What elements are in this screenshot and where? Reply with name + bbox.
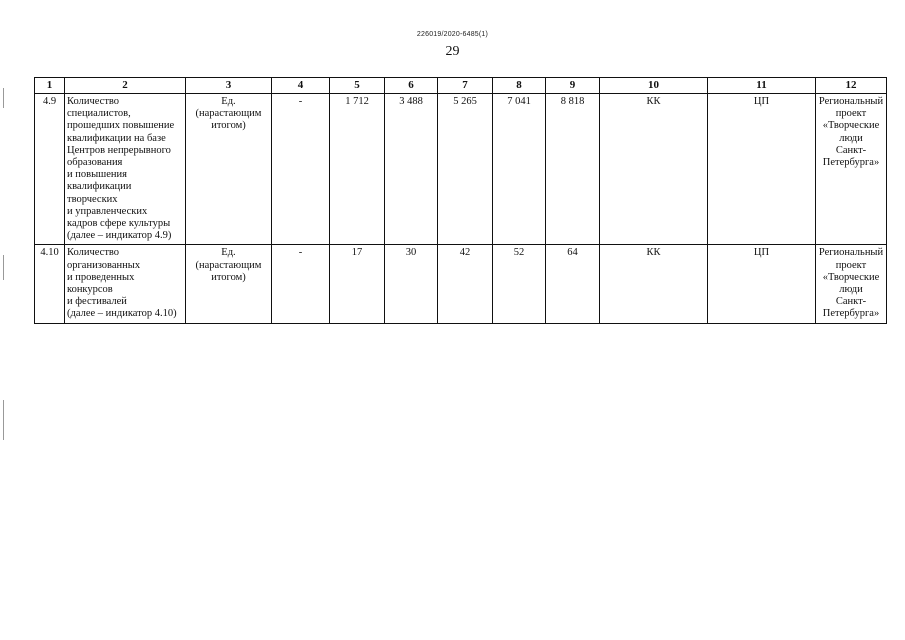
indicators-table	[34, 77, 887, 324]
value-cell: 30	[385, 245, 438, 323]
value-cell: -	[272, 245, 330, 323]
column-header: 2	[65, 78, 186, 94]
project-cell	[816, 94, 887, 245]
column-header: 6	[385, 78, 438, 94]
indicator-name	[65, 245, 186, 323]
text-line: конкурсов	[67, 284, 113, 296]
text-line: «Творческие	[822, 271, 880, 283]
value-cell: 5 265	[438, 94, 493, 245]
text-line: Петербурга»	[822, 157, 880, 169]
table-row	[35, 245, 887, 323]
table-row	[35, 94, 887, 245]
value-cell: 64	[546, 245, 600, 323]
code-cell: ЦП	[708, 94, 816, 245]
value-cell: 8 818	[546, 94, 600, 245]
text-line: «Творческие	[822, 120, 880, 132]
column-header: 1	[35, 78, 65, 94]
text-line: (нарастающим	[195, 259, 262, 271]
column-header: 8	[493, 78, 546, 94]
code-cell: КК	[600, 245, 708, 323]
text-line: Центров непрерывного	[67, 144, 171, 156]
text-line: Региональный	[818, 247, 884, 259]
column-header: 12	[816, 78, 887, 94]
text-line: Ед.	[221, 247, 236, 259]
page-number: 29	[445, 44, 460, 59]
value-cell: 17	[330, 245, 385, 323]
row-number: 4.10	[35, 245, 65, 323]
text-line: люди	[839, 132, 863, 144]
text-line: проект	[835, 259, 867, 271]
text-line: Региональный	[818, 96, 884, 107]
text-line: и повышения	[67, 169, 127, 181]
code-cell: ЦП	[708, 245, 816, 323]
text-line: Ед.	[221, 96, 236, 107]
value-cell: 42	[438, 245, 493, 323]
text-line: прошедших повышение	[67, 120, 175, 132]
value-cell: -	[272, 94, 330, 245]
text-line: квалификации	[67, 181, 132, 193]
column-header: 7	[438, 78, 493, 94]
text-line: итогом)	[211, 271, 246, 283]
margin-mark	[3, 255, 4, 280]
text-line: итогом)	[211, 120, 246, 132]
text-line: Количество	[67, 247, 120, 259]
text-line: организованных	[67, 259, 141, 271]
text-line: Санкт-	[835, 144, 867, 156]
text-line: специалистов,	[67, 108, 131, 120]
margin-mark	[3, 400, 4, 440]
text-line: и управленческих	[67, 205, 148, 217]
column-header: 9	[546, 78, 600, 94]
text-line: (далее – индикатор 4.10)	[67, 308, 177, 320]
margin-mark	[3, 88, 4, 108]
text-line: Санкт-	[835, 296, 867, 308]
text-line: творческих	[67, 193, 118, 205]
text-line: (нарастающим	[195, 108, 262, 120]
column-header: 11	[708, 78, 816, 94]
row-number: 4.9	[35, 94, 65, 245]
value-cell: 7 041	[493, 94, 546, 245]
text-line: Петербурга»	[822, 308, 880, 320]
value-cell: 1 712	[330, 94, 385, 245]
value-cell: 3 488	[385, 94, 438, 245]
text-line: (далее – индикатор 4.9)	[67, 230, 172, 242]
column-header: 10	[600, 78, 708, 94]
value-cell: 52	[493, 245, 546, 323]
text-line: квалификации на базе	[67, 132, 166, 144]
text-line: образования	[67, 157, 123, 169]
code-cell: КК	[600, 94, 708, 245]
unit-cell	[186, 245, 272, 323]
text-line: кадров сфере культуры	[67, 218, 171, 230]
text-line: и проведенных	[67, 271, 135, 283]
column-header: 4	[272, 78, 330, 94]
header-row	[35, 78, 887, 94]
indicator-name	[65, 94, 186, 245]
text-line: проект	[835, 108, 867, 120]
column-header: 3	[186, 78, 272, 94]
text-line: и фестивалей	[67, 296, 127, 308]
unit-cell	[186, 94, 272, 245]
column-header: 5	[330, 78, 385, 94]
document-stamp: 226019/2020-6485(1)	[416, 31, 489, 38]
text-line: Количество	[67, 96, 120, 107]
text-line: люди	[839, 284, 863, 296]
project-cell	[816, 245, 887, 323]
